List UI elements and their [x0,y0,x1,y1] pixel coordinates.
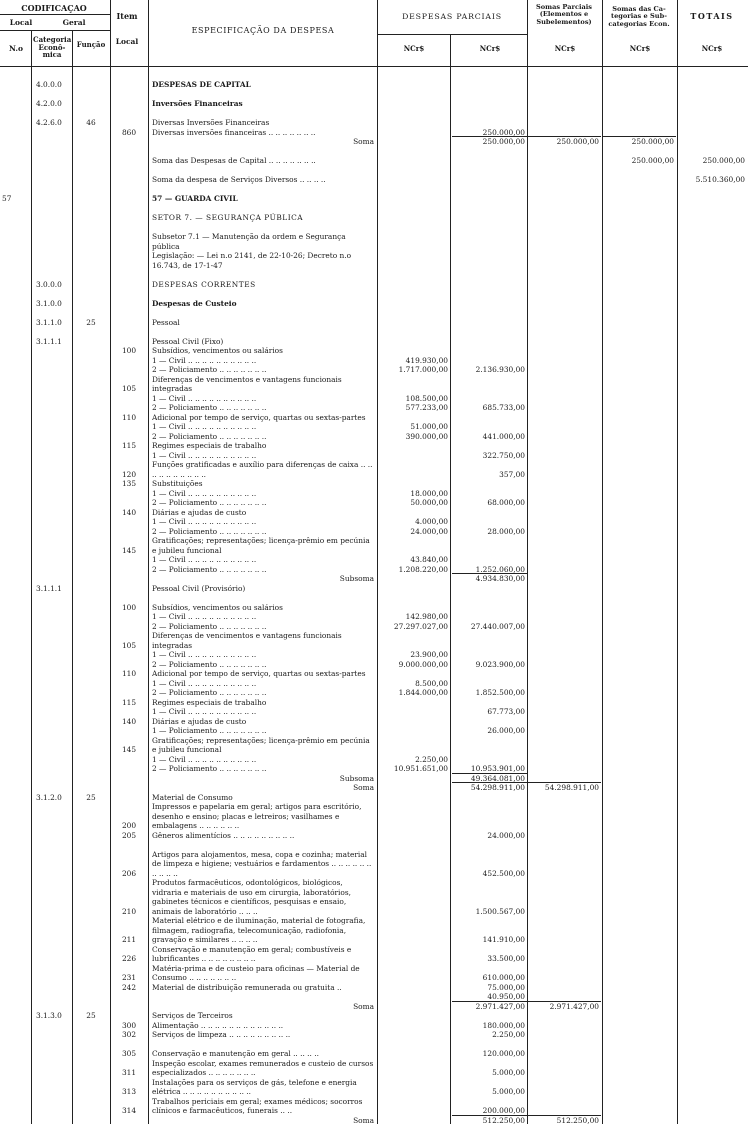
item-cell: 305 [121,1049,137,1059]
sum-rule [528,136,601,137]
item-cell: 135 [121,479,137,489]
item-cell: 140 [121,716,137,726]
descricao-cell: Gratificações; representações; licença-prêmio em pecúnia e jubileu funcional [152,536,370,555]
descricao-cell: 1 — Civil .. .. .. .. .. .. .. .. .. .. [152,555,257,565]
somas-parciais-header: Somas Parciais (Elementos e Subelementos) [536,3,592,26]
despesa-parcial-total-cell: 28.000,00 [487,526,525,536]
descricao-cell: Conservação e manutenção em geral; combustíveis e lubrificantes .. .. .. .. .. .. .. .. [152,944,352,964]
moeda-label: NCr$ [629,44,651,53]
despesa-parcial-cell: 23.900,00 [410,650,448,660]
funcao-cell: 25 [86,1011,96,1021]
codigo-cell: 3.1.2.0 [36,792,62,802]
descricao-cell: 2 — Policiamento .. .. .. .. .. .. .. [152,403,267,413]
despesa-parcial-total-cell: 452.500,00 [482,868,525,878]
descricao-cell: 2 — Policiamento .. .. .. .. .. .. .. [152,526,267,536]
despesa-parcial-total-cell: 250.000,00 [482,127,525,137]
sum-rule [452,1001,527,1002]
descricao-cell: Soma da despesa de Serviços Diversos .. .. .. .. [152,175,326,185]
moeda-label: NCr$ [554,44,576,53]
descricao-cell: Diferenças de vencimentos e vantagens funcionais integradas [152,374,342,394]
descricao-cell: Substituições [152,479,203,489]
descricao-cell: 57 — GUARDA CIVIL [152,194,238,204]
despesa-parcial-cell: 1.717.000,00 [398,365,448,375]
descricao-cell: 2 — Policiamento .. .. .. .. .. .. .. [152,688,267,698]
moeda-label: NCr$ [701,44,723,53]
despesa-parcial-total-cell: 2.136.930,00 [475,365,525,375]
despesa-parcial-total-cell: 120.000,00 [482,1049,525,1059]
descricao-cell: Pessoal [152,317,180,327]
descricao-cell: SETOR 7. — SEGURANÇA PÚBLICA [152,213,304,223]
descricao-cell: 2 — Policiamento .. .. .. .. .. .. .. [152,659,267,669]
descricao-cell: Conservação e manutenção em geral .. .. .. .. [152,1049,319,1059]
descricao-cell: Diversas inversões financeiras .. .. .. .. .. .. .. [152,127,316,137]
categoria-header: Categoria Econô- mica [33,35,72,60]
totais-header: TOTAIS [690,11,734,21]
item-cell: 313 [121,1087,137,1097]
descricao-cell: Diversas Inversões Financeiras [152,118,270,128]
item-cell: 302 [121,1030,137,1040]
despesa-parcial-cell: 9.000.000,00 [398,659,448,669]
descricao-cell: 1 — Civil .. .. .. .. .. .. .. .. .. .. [152,517,257,527]
descricao-cell: Inspeção escolar, exames remunerados e custeio de cursos especializados .. .. .. .. .. .. .. [152,1058,374,1078]
despesa-parcial-total-cell: 33.500,00 [487,954,525,964]
descricao-cell: Legislação: — Lei n.o 2141, de 22-10-26; Decreto n.o 16.743, de 17-1-47 [152,251,352,270]
despesa-parcial-cell: 18.000,00 [410,488,448,498]
descricao-cell: Funções gratificadas e auxílio para diferenças de caixa .. .. .. .. .. .. .. .. .. .. [152,460,373,479]
descricao-cell: 2 — Policiamento .. .. .. .. .. .. .. [152,498,267,508]
descricao-cell: 1 — Civil .. .. .. .. .. .. .. .. .. .. [152,678,257,688]
despesa-parcial-cell: 419.930,00 [405,355,448,365]
despesa-parcial-total-cell: 26.000,00 [487,726,525,736]
item-header: Item [116,11,138,21]
soma-categoria-cell: 250.000,00 [631,137,674,147]
descricao-cell: Produtos farmacêuticos, odontológicos, biológicos, vidraria e materiais de uso em cirurgia, laboratórios, gabinetes técnicos e científicos, pesquisas e ensaio, animais de laboratório .. .. .. [152,878,352,916]
descricao-cell: Instalações para os serviços de gás, telefone e energia elétrica .. .. .. .. .. .. .. .. .. .. [152,1077,357,1097]
soma-parcial-cell: 54.298.911,00 [544,783,599,793]
despesa-parcial-total-cell: 512.250,00 [482,1116,525,1125]
geral-header: Geral [62,18,86,27]
descricao-cell: 1 — Civil .. .. .. .. .. .. .. .. .. .. [152,450,257,460]
descricao-cell: 1 — Civil .. .. .. .. .. .. .. .. .. .. [152,650,257,660]
despesa-parcial-total-cell: 357,00 [499,469,525,479]
descricao-cell: 1 — Civil .. .. .. .. .. .. .. .. .. .. [152,707,257,717]
total-cell: 5.510.360,00 [695,175,745,185]
descricao-cell: 1 — Civil .. .. .. .. .. .. .. .. .. .. [152,422,257,432]
despesa-parcial-cell: 1.844.000,00 [398,688,448,698]
descricao-cell: Regimes especiais de trabalho [152,697,267,707]
descricao-cell: Gratificações; representações; licença-prêmio em pecúnia e jubileu funcional [152,735,370,755]
codigo-cell: 4.2.6.0 [36,118,62,128]
codigo-cell: 3.1.1.1 [36,336,62,346]
despesa-parcial-total-cell: 68.000,00 [487,498,525,508]
sum-rule [603,136,676,137]
descricao-cell: 2 — Policiamento .. .. .. .. .. .. .. [152,621,267,631]
despesa-parcial-total-cell: 54.298.911,00 [470,783,525,793]
despesa-parcial-total-cell: 5.000,00 [492,1087,525,1097]
item-cell: 242 [121,982,137,992]
descricao-cell: Artigos para alojamentos, mesa, copa e cozinha; material de limpeza e higiene; vestuários e fardamentos .. .. .. .. .. .. .. .. .. .. [152,849,372,878]
soma-parcial-cell: 2.971.427,00 [549,1001,599,1011]
despesa-parcial-total-cell: 180.000,00 [482,1020,525,1030]
soma-parcial-cell: 250.000,00 [556,137,599,147]
descricao-cell: Pessoal Civil (Provisório) [152,583,246,593]
despesa-parcial-total-cell: 67.773,00 [487,707,525,717]
sum-rule [452,1115,527,1116]
funcao-cell: 25 [86,317,96,327]
codigo-cell: 3.1.0.0 [36,298,62,308]
despesa-parcial-total-cell: 27.440.007,00 [470,621,525,631]
item-cell: 110 [121,669,137,679]
descricao-cell: Soma [353,137,374,147]
descricao-cell: Diferenças de vencimentos e vantagens funcionais integradas [152,631,342,650]
especificacao-header: ESPECIFICAÇÃO DA DESPESA [191,26,335,35]
descricao-cell: Subsídios, vencimentos ou salários [152,602,283,612]
item-cell: 210 [121,906,137,916]
item-cell: 860 [121,127,137,137]
numero-cell: 57 [2,194,12,204]
despesa-parcial-total-cell: 141.910,00 [482,935,525,945]
codificacao-header: CODIFICAÇAO [21,3,87,13]
sum-rule [528,1001,601,1002]
descricao-cell: 1 — Civil .. .. .. .. .. .. .. .. .. .. [152,754,257,764]
descricao-cell: 1 — Civil .. .. .. .. .. .. .. .. .. .. [152,393,257,403]
despesa-parcial-total-cell: 610.000,00 [482,973,525,983]
item-cell: 115 [121,441,137,451]
despesa-parcial-cell: 27.297.027,00 [393,621,448,631]
item-cell: 110 [121,412,137,422]
item-cell: 100 [121,602,137,612]
despesa-parcial-cell: 51.000,00 [410,422,448,432]
moeda-label: NCr$ [403,44,425,53]
item-cell: 120 [121,469,137,479]
local-header: Local [9,18,33,27]
descricao-cell: Serviços de limpeza .. .. .. .. .. .. .. .. .. [152,1030,291,1040]
despesa-parcial-cell: 390.000,00 [405,431,448,441]
item-cell: 211 [121,935,137,945]
descricao-cell: 1 — Policiamento .. .. .. .. .. .. .. [152,726,267,736]
descricao-cell: 2 — Policiamento .. .. .. .. .. .. .. [152,564,267,574]
descricao-cell: Diárias e ajudas de custo [152,716,247,726]
despesas-parciais-header: DESPESAS PARCIAIS [402,12,502,21]
descricao-cell: Soma das Despesas de Capital .. .. .. .. .. .. .. [152,156,316,166]
despesa-parcial-total-cell: 1.500.567,00 [475,906,525,916]
despesa-parcial-cell: 1.208.220,00 [398,564,448,574]
despesa-parcial-total-cell: 441.000,00 [482,431,525,441]
descricao-cell: Soma [353,1001,374,1011]
despesa-parcial-cell: 142.980,00 [405,612,448,622]
sum-rule [452,773,527,774]
item-cell: 314 [121,1106,137,1116]
item-local-header: Local [115,37,139,46]
descricao-cell: Adicional por tempo de serviço, quartas ou sextas-partes [152,669,366,679]
despesa-parcial-total-cell: 322.750,00 [482,450,525,460]
descricao-cell: Subsetor 7.1 — Manutenção da ordem e Segurança pública [152,232,346,251]
despesa-parcial-cell: 8.500,00 [415,678,448,688]
sum-rule [528,1115,601,1116]
moeda-label: NCr$ [479,44,501,53]
despesa-parcial-total-cell: 250.000,00 [482,137,525,147]
item-cell: 105 [121,640,137,650]
despesa-parcial-cell: 577.233,00 [405,403,448,413]
descricao-cell: Despesas de Custeio [152,298,237,308]
descricao-cell: Subsoma [339,574,374,584]
despesa-parcial-cell: 50.000,00 [410,498,448,508]
codigo-cell: 3.1.1.1 [36,583,62,593]
despesa-parcial-total-cell: 24.000,00 [487,830,525,840]
descricao-cell: Material de Consumo [152,792,233,802]
item-cell: 300 [121,1020,137,1030]
despesa-parcial-cell: 10.951.651,00 [393,764,448,774]
item-cell: 226 [121,954,137,964]
descricao-cell: Material de distribuição remunerada ou gratuita .. [152,982,342,992]
descricao-cell: Regimes especiais de trabalho [152,441,267,451]
descricao-cell: 1 — Civil .. .. .. .. .. .. .. .. .. .. [152,612,257,622]
descricao-cell: 1 — Civil .. .. .. .. .. .. .. .. .. .. [152,488,257,498]
despesa-parcial-total-cell: 1.852.500,00 [475,688,525,698]
funcao-cell: 25 [86,792,96,802]
descricao-cell: Trabalhos periciais em geral; exames médicos; socorros clínicos e farmacêuticos, funerais .. .. [152,1096,363,1116]
despesa-parcial-total-cell: 75.000,00 [487,982,525,992]
descricao-cell: Subsídios, vencimentos ou salários [152,346,283,356]
descricao-cell: Diárias e ajudas de custo [152,507,247,517]
descricao-cell: Matéria-prima e de custeio para oficinas — Material de Consumo .. .. .. .. .. .. .. [152,963,360,983]
descricao-cell: DESPESAS DE CAPITAL [152,80,251,89]
somas-categorias-header: Somas das Ca- tegorias e Sub- categorias Econ. [608,5,670,28]
descricao-cell: 2 — Policiamento .. .. .. .. .. .. .. [152,365,267,375]
item-cell: 200 [121,821,137,831]
item-cell: 115 [121,697,137,707]
item-cell: 105 [121,384,137,394]
descricao-cell: Pessoal Civil (Fixo) [152,336,224,346]
despesa-parcial-total-cell: 4.934.830,00 [475,574,525,584]
despesa-parcial-total-cell: 200.000,00 [482,1106,525,1116]
despesa-parcial-total-cell: 9.023.900,00 [475,659,525,669]
codigo-cell: 4.0.0.0 [36,80,62,89]
despesa-parcial-cell: 4.000,00 [415,517,448,527]
descricao-cell: Alimentação .. .. .. .. .. .. .. .. .. .. .. .. [152,1020,284,1030]
item-cell: 145 [121,745,137,755]
descricao-cell: Serviços de Terceiros [152,1011,233,1021]
item-cell: 100 [121,346,137,356]
sum-rule [452,136,527,137]
item-cell: 145 [121,545,137,555]
funcao-cell: 46 [86,118,96,128]
despesa-parcial-total-cell: 5.000,00 [492,1068,525,1078]
codigo-cell: 4.2.0.0 [36,99,62,108]
codigo-cell: 3.0.0.0 [36,279,62,289]
despesa-parcial-cell: 2.250,00 [415,754,448,764]
funcao-header: Função [76,40,106,49]
despesa-parcial-cell: 108.500,00 [405,393,448,403]
item-cell: 311 [121,1068,137,1078]
descricao-cell: Impressos e papelaria em geral; artigos para escritório, desenho e ensino; placas e letreiros; vasilhames e embalagens .. .. .. .. .. .. [152,802,362,831]
sum-rule [452,782,527,783]
item-cell: 231 [121,973,137,983]
codigo-cell: 3.1.3.0 [36,1011,62,1021]
descricao-cell: 1 — Civil .. .. .. .. .. .. .. .. .. .. [152,355,257,365]
descricao-cell: 2 — Policiamento .. .. .. .. .. .. .. [152,431,267,441]
descricao-cell: Soma [353,1116,374,1125]
despesa-parcial-total-cell: 40.950,00 [487,992,525,1002]
sum-rule [528,782,601,783]
descricao-cell: Adicional por tempo de serviço, quartas ou sextas-partes [152,412,366,422]
item-cell: 205 [121,830,137,840]
despesa-parcial-cell: 43.840,00 [410,555,448,565]
despesa-parcial-total-cell: 2.971.427,00 [475,1001,525,1011]
soma-categoria-cell: 250.000,00 [631,156,674,166]
descricao-cell: 2 — Policiamento .. .. .. .. .. .. .. [152,764,267,774]
soma-parcial-cell: 512.250,00 [556,1116,599,1125]
descricao-cell: Subsoma [339,773,374,783]
descricao-cell: Inversões Financeiras [152,99,243,108]
numero-header: N.o [9,44,23,53]
descricao-cell: Material elétrico e de iluminação, material de fotografia, filmagem, radiografia, telecomunicação, radiofonia, gravação e similares .. .. .. .. [152,916,366,945]
descricao-cell: Soma [353,783,374,793]
total-cell: 250.000,00 [702,156,745,166]
despesa-parcial-cell: 24.000,00 [410,526,448,536]
descricao-cell: DESPESAS CORRENTES [152,279,256,289]
despesa-parcial-total-cell: 685.733,00 [482,403,525,413]
sum-rule [452,573,527,574]
despesa-parcial-total-cell: 2.250,00 [492,1030,525,1040]
codigo-cell: 3.1.1.0 [36,317,62,327]
despesa-parcial-total-cell: 1.252.060,00 [475,564,525,574]
item-cell: 206 [121,868,137,878]
descricao-cell: Gêneros alimentícios .. .. .. .. .. .. .. .. .. [152,830,295,840]
despesa-parcial-total-cell: 49.364.081,00 [470,773,525,783]
item-cell: 140 [121,507,137,517]
despesa-parcial-total-cell: 10.953.901,00 [470,764,525,774]
